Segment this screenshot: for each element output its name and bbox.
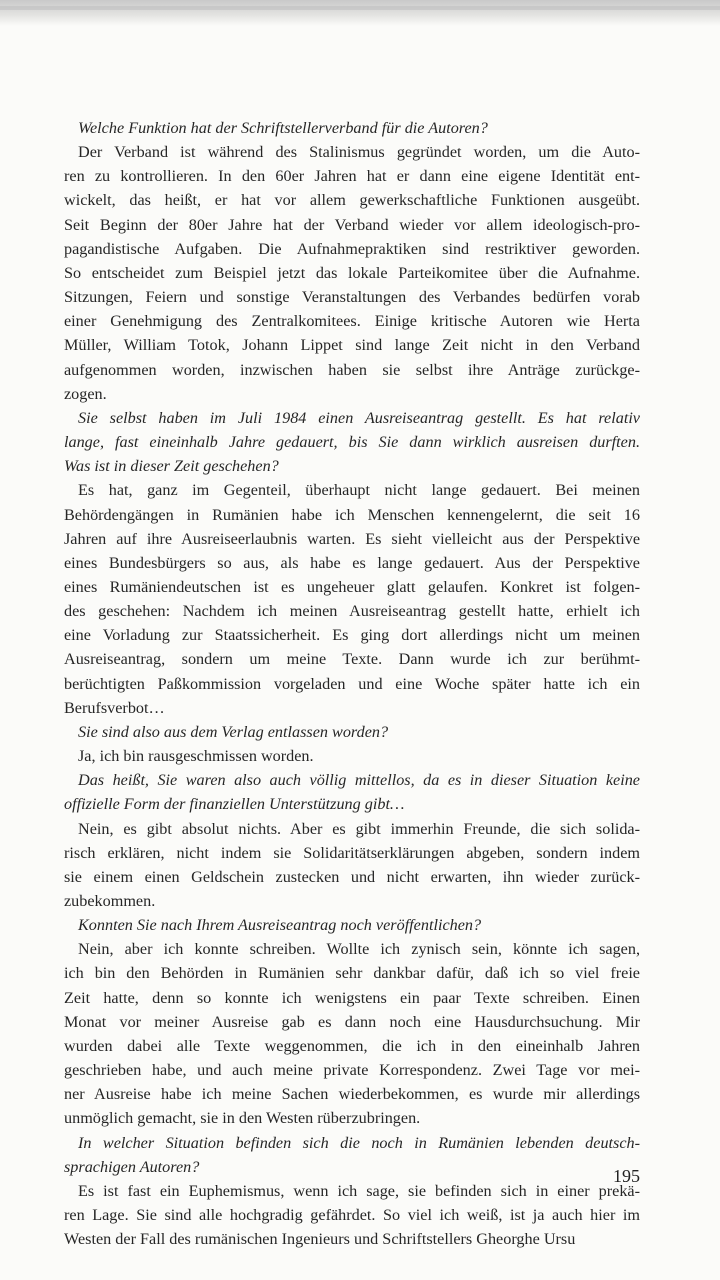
interview-answer bbox=[64, 1179, 640, 1251]
text-line: Müller, William Totok, Johann Lippet sind lange Zeit nicht in den Verband bbox=[64, 336, 640, 355]
text-line: Der Verband ist während des Stalinismus gegründet worden, um die Auto- bbox=[78, 143, 640, 162]
text-line: ner Ausreise habe ich meine Sachen wiederbekommen, es wurde mir allerdings bbox=[64, 1085, 640, 1104]
text-line: zogen. bbox=[64, 384, 107, 403]
text-line: einer Genehmigung des Zentralkomitees. Einige kritische Autoren wie Herta bbox=[64, 312, 640, 331]
text-line: geschrieben habe, und auch meine private Korrespondenz. Zwei Tage vor mei- bbox=[64, 1061, 640, 1080]
text-line: Was ist in dieser Zeit geschehen? bbox=[64, 457, 279, 476]
text-line: In welcher Situation befinden sich die noch in Rumänien lebenden deutsch- bbox=[78, 1133, 640, 1152]
interview-answer bbox=[64, 744, 640, 768]
interview-answer bbox=[64, 937, 640, 1130]
text-line: Es hat, ganz im Gegenteil, überhaupt nicht lange gedauert. Bei meinen bbox=[78, 481, 640, 500]
text-line: Sitzungen, Feiern und sonstige Veranstaltungen des Verbandes bedürfen vorab bbox=[64, 288, 640, 307]
text-line: Welche Funktion hat der Schriftstellerverband für die Autoren? bbox=[78, 119, 488, 137]
text-line: Sie selbst haben im Juli 1984 einen Ausreiseantrag gestellt. Es hat relativ bbox=[78, 408, 640, 427]
interview-question bbox=[64, 720, 640, 744]
text-line: eines Bundesbürgers so aus, als habe es lange gedauert. Aus der Perspektive bbox=[64, 553, 640, 572]
interview-answer bbox=[64, 478, 640, 720]
text-line: Zeit hatte, denn so konnte ich wenigstens ein paar Texte schreiben. Einen bbox=[64, 988, 640, 1007]
text-line: des geschehen: Nachdem ich meinen Ausreiseantrag gestellt hatte, erhielt ich bbox=[64, 602, 640, 621]
text-line: Berufsverbot… bbox=[64, 698, 165, 717]
text-line: eines Rumäniendeutschen ist es ungeheuer glatt gelaufen. Konkret ist folgen- bbox=[64, 577, 640, 596]
text-line: Monat vor meiner Ausreise gab es dann noch eine Hausdurchsuchung. Mir bbox=[64, 1012, 640, 1031]
text-line: ich bin den Behörden in Rumänien sehr dankbar dafür, daß ich so viel freie bbox=[64, 964, 640, 983]
text-line: Jahren auf ihre Ausreiseerlaubnis warten. Es sieht vielleicht aus der Perspektive bbox=[64, 529, 640, 548]
page-top-edge bbox=[0, 0, 720, 26]
interview-question bbox=[64, 913, 640, 937]
text-line: ren zu kontrollieren. In den 60er Jahren hat er dann eine eigene Identität ent- bbox=[64, 167, 640, 186]
text-line: Ausreiseantrag, sondern um meine Texte. Dann wurde ich zur berühmt- bbox=[64, 650, 640, 669]
interview-question bbox=[64, 116, 640, 140]
interview-question bbox=[64, 1131, 640, 1179]
interview-answer bbox=[64, 817, 640, 914]
text-line: sprachigen Autoren? bbox=[64, 1157, 200, 1176]
text-line: Seit Beginn der 80er Jahre hat der Verband wieder vor allem ideologisch-pro- bbox=[64, 215, 640, 234]
page-number: 195 bbox=[613, 1166, 640, 1186]
text-line: Das heißt, Sie waren also auch völlig mittellos, da es in dieser Situation keine bbox=[78, 771, 640, 790]
text-line: Nein, es gibt absolut nichts. Aber es gibt immerhin Freunde, die sich solida- bbox=[78, 819, 640, 838]
book-page-text bbox=[64, 116, 640, 1251]
interview-answer bbox=[64, 140, 640, 406]
text-line: berüchtigten Paßkommission vorgeladen und eine Woche später hatte ich ein bbox=[64, 674, 640, 693]
text-line: unmöglich gemacht, sie in den Westen rüberzubringen. bbox=[64, 1109, 421, 1128]
text-line: wickelt, das heißt, er hat vor allem gewerkschaftliche Funktionen ausgeübt. bbox=[64, 191, 640, 210]
text-line: So entscheidet zum Beispiel jetzt das lokale Parteikomitee über die Aufnahme. bbox=[64, 263, 640, 282]
interview-question bbox=[64, 406, 640, 478]
text-line: pagandistische Aufgaben. Die Aufnahmepraktiken sind restriktiver geworden. bbox=[64, 239, 640, 258]
text-line: zubekommen. bbox=[64, 892, 156, 910]
text-line: eine Vorladung zur Staatssicherheit. Es ging dort allerdings nicht um meinen bbox=[64, 626, 640, 645]
text-line: Westen der Fall des rumänischen Ingenieurs und Schriftstellers Gheorghe Ursu bbox=[64, 1230, 576, 1249]
text-line: aufgenommen worden, inzwischen haben sie selbst ihre Anträge zurückge- bbox=[64, 360, 640, 379]
text-line: Konnten Sie nach Ihrem Ausreiseantrag noch veröffentlichen? bbox=[78, 916, 482, 935]
text-line: Nein, aber ich konnte schreiben. Wollte ich zynisch sein, könnte ich sagen, bbox=[78, 940, 640, 959]
text-line: Behördengängen in Rumänien habe ich Menschen kennengelernt, die seit 16 bbox=[64, 505, 640, 524]
text-line: Sie sind also aus dem Verlag entlassen worden? bbox=[78, 722, 389, 741]
text-line: Ja, ich bin rausgeschmissen worden. bbox=[78, 747, 314, 766]
text-line: Es ist fast ein Euphemismus, wenn ich sage, sie befinden sich in einer prekä- bbox=[78, 1181, 640, 1200]
text-line: offizielle Form der finanziellen Unterstützung gibt… bbox=[64, 795, 405, 814]
text-line: lange, fast eineinhalb Jahre gedauert, bis Sie dann wirklich ausreisen durften. bbox=[64, 433, 640, 452]
interview-question bbox=[64, 768, 640, 816]
text-line: sie einem einen Geldschein zustecken und nicht erwarten, ihn wieder zurück- bbox=[64, 867, 640, 886]
text-line: wurden dabei alle Texte weggenommen, die ich in den eineinhalb Jahren bbox=[64, 1036, 640, 1055]
text-line: ren Lage. Sie sind alle hochgradig gefährdet. So viel ich weiß, ist ja auch hier im bbox=[64, 1206, 640, 1225]
text-line: risch erklären, nicht indem sie Solidaritätserklärungen abgeben, sondern indem bbox=[64, 843, 640, 862]
